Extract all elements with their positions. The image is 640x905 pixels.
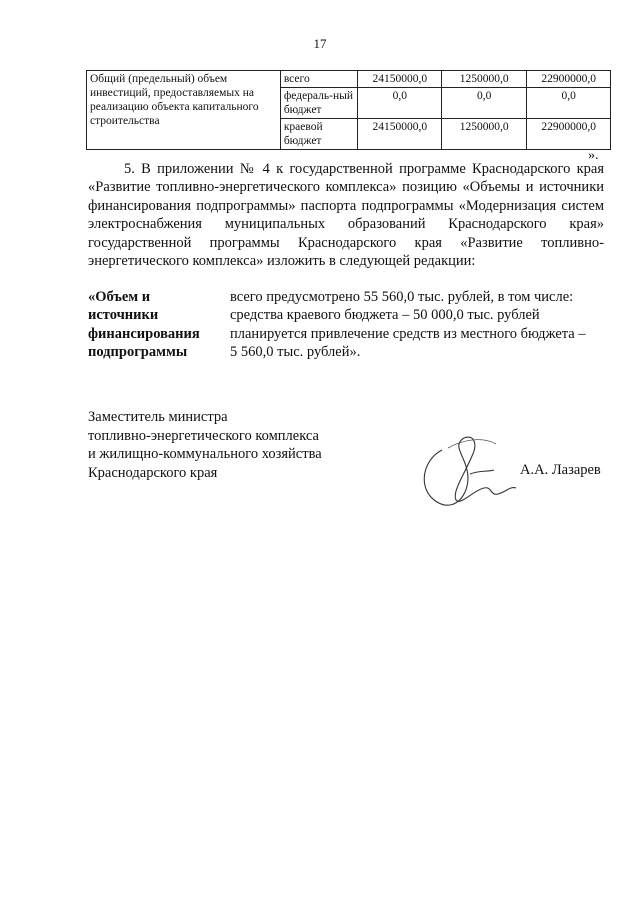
amendment-paragraph: 5. В приложении № 4 к государственной программе Краснодарского края «Развитие топливно-энергетического комплекса» позицию «Объемы и источники финансирования подпрограммы» паспорта подпрограммы «Модернизация систем электроснабжения муниципальных образований Краснодарского края» государственной программы Краснодарского края «Развитие топливно-энергетического комплекса» изложить в следующей редакции: <box>88 161 604 270</box>
funding-sources-values <box>230 288 608 362</box>
table-cell-value: 1250000,0 <box>442 71 527 88</box>
position-line: и жилищно-коммунального хозяйства <box>88 446 322 463</box>
heading-line: финансирования <box>88 325 200 342</box>
table-cell-value: 22900000,0 <box>527 71 611 88</box>
page-number: 17 <box>313 36 327 51</box>
funding-sources-heading <box>88 288 223 362</box>
heading-line: подпрограммы <box>88 344 188 361</box>
signer-position <box>88 408 322 482</box>
position-line: Краснодарского края <box>88 464 218 481</box>
table-cell-value: 0,0 <box>442 88 527 119</box>
value-line: планируется привлечение средств из местного бюджета – <box>230 325 586 342</box>
position-line: Заместитель министра <box>88 409 228 425</box>
table-cell-value: 0,0 <box>527 88 611 119</box>
heading-line: источники <box>88 307 159 324</box>
table-cell-kind: всего <box>280 71 358 88</box>
value-line: всего предусмотрено 55 560,0 тыс. рублей, в том числе: <box>230 289 574 305</box>
table-cell-value: 1250000,0 <box>442 119 527 150</box>
table-cell-value: 24150000,0 <box>358 71 442 88</box>
table-cell-kind: федераль-ный бюджет <box>280 88 358 119</box>
heading-line: «Объем и <box>88 289 151 305</box>
table-cell-value: 22900000,0 <box>527 119 611 150</box>
table-cell-value: 24150000,0 <box>358 119 442 150</box>
closing-quote: ». <box>588 148 599 163</box>
investment-table <box>86 70 611 150</box>
value-line: 5 560,0 тыс. рублей». <box>230 344 361 361</box>
table-label-cell: Общий (предельный) объем инвестиций, предоставляемых на реализацию объекта капитального строительства <box>87 71 281 150</box>
table-cell-kind: краевой бюджет <box>280 119 358 150</box>
signer-name: А.А. Лазарев <box>520 462 601 478</box>
handwritten-signature <box>412 430 522 520</box>
value-line: средства краевого бюджета – 50 000,0 тыс. рублей <box>230 307 540 324</box>
table-cell-value: 0,0 <box>358 88 442 119</box>
position-line: топливно-энергетического комплекса <box>88 427 319 444</box>
table-row <box>87 71 611 88</box>
